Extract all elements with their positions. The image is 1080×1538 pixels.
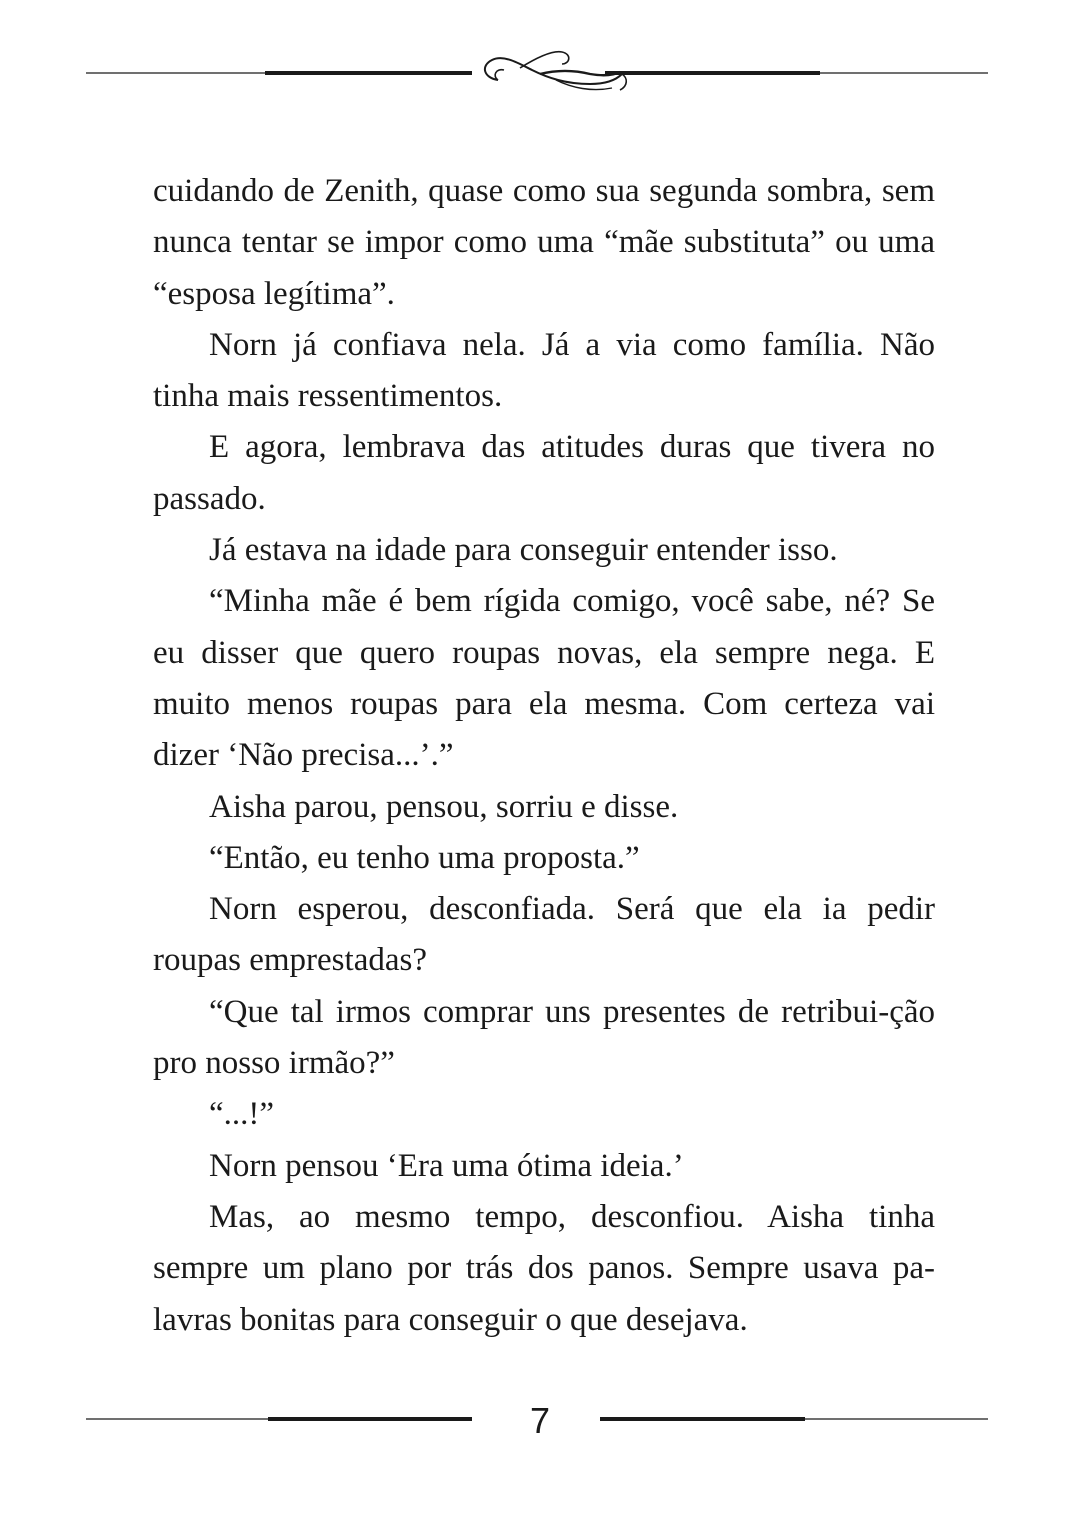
flourish-swirl-icon: [0, 40, 1080, 110]
paragraph: “Então, eu tenho uma proposta.”: [209, 839, 640, 876]
paragraph: E agora, lembrava das atitudes duras que tivera no passado.: [153, 429, 935, 517]
body-text: [153, 166, 935, 1346]
page-number: 7: [529, 1400, 551, 1441]
paragraph: Aisha parou, pensou, sorriu e disse.: [209, 788, 679, 825]
paragraph: Norn esperou, desconfiada. Será que ela ia pedir roupas emprestadas?: [153, 891, 935, 979]
paragraph: “Minha mãe é bem rígida comigo, você sabe, né? Se eu disser que quero roupas novas, ela sempre nega. E muito menos roupas para ela mesma. Com certeza vai dizer ‘Não precisa...’.”: [153, 583, 935, 774]
paragraph: cuidando de Zenith, quase como sua segunda sombra, sem nunca tentar se impor como uma “mãe substituta” ou uma “esposa legítima”.: [153, 173, 935, 312]
paragraph: “Que tal irmos comprar uns presentes de retribui-ção pro nosso irmão?”: [153, 993, 935, 1082]
paragraph: “...!”: [209, 1096, 275, 1133]
paragraph: Norn já confiava nela. Já a via como família. Não tinha mais ressentimentos.: [153, 326, 935, 415]
paragraph: Já estava na idade para conseguir entender isso.: [209, 532, 838, 569]
paragraph: Norn pensou ‘Era uma ótima ideia.’: [209, 1147, 684, 1184]
paragraph: Mas, ao mesmo tempo, desconfiou. Aisha tinha sempre um plano por trás dos panos. Sempre usava pa-lavras bonitas para conseguir o que desejava.: [153, 1198, 935, 1338]
